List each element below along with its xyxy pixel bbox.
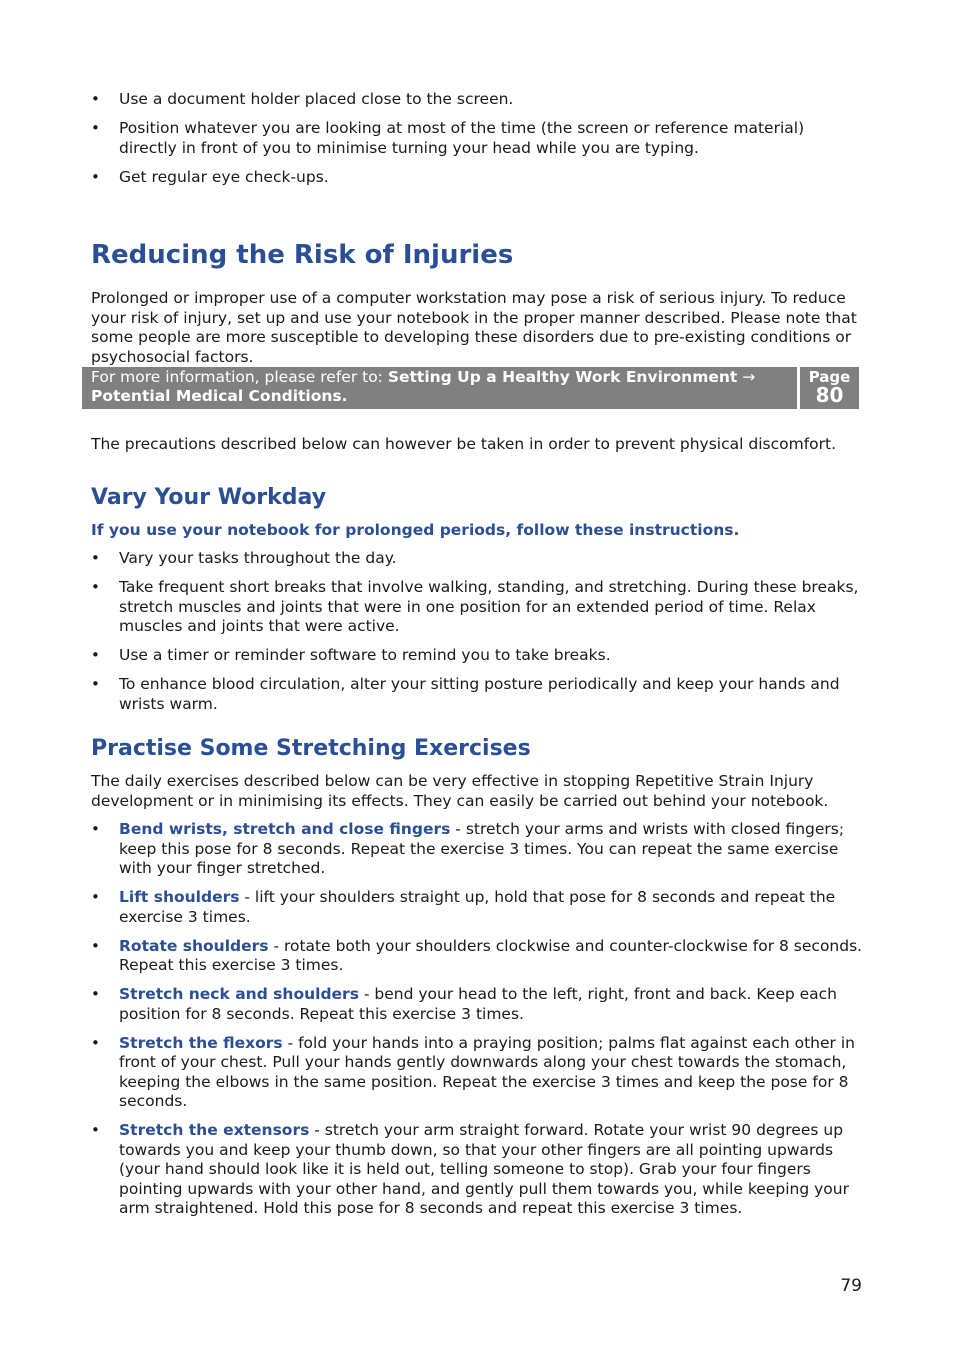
exercise-item xyxy=(91,1121,866,1219)
reference-link-part2[interactable]: Potential Medical Conditions. xyxy=(91,387,348,405)
exercise-text: - stretch your arms and wrists with closed fingers; keep this pose for 8 seconds. Repeat the exercise 3 times. You can repeat the same exercise with your finger stretched. xyxy=(119,820,845,877)
section-title-reducing-risk: Reducing the Risk of Injuries xyxy=(91,240,514,270)
exercise-item xyxy=(91,820,866,879)
exercise-text: - rotate both your shoulders clockwise and counter-clockwise for 8 seconds. Repeat this exercise 3 times. xyxy=(119,936,863,974)
workday-bullet-list xyxy=(91,549,866,714)
exercise-name: Lift shoulders xyxy=(119,888,240,906)
page-content xyxy=(91,90,866,1228)
reference-page-box[interactable] xyxy=(800,367,859,409)
list-item: • Vary your tasks throughout the day. xyxy=(91,549,866,569)
exercise-name: Stretch the extensors xyxy=(119,1121,310,1139)
exercise-item xyxy=(91,888,866,927)
list-item: • Take frequent short breaks that involve walking, standing, and stretching. During these breaks, stretch muscles and joints that were in one position for an extended period of time. Relax muscles and joints that were active. xyxy=(91,578,866,637)
list-item: • Position whatever you are looking at most of the time (the screen or reference material) directly in front of you to minimise turning your head while you are typing. xyxy=(91,119,866,158)
list-item: • To enhance blood circulation, alter your sitting posture periodically and keep your hands and wrists warm. xyxy=(91,675,866,714)
instruction-text: If you use your notebook for prolonged periods, follow these instructions. xyxy=(91,520,740,539)
list-item: • Use a timer or reminder software to remind you to take breaks. xyxy=(91,646,866,666)
exercise-item xyxy=(91,985,866,1024)
reference-box xyxy=(82,367,859,409)
reference-link-part1[interactable]: Setting Up a Healthy Work Environment xyxy=(387,368,738,386)
exercise-name: Stretch the flexors xyxy=(119,1033,283,1052)
reference-page-number: 80 xyxy=(815,383,844,407)
exercise-name: Bend wrists, stretch and close fingers xyxy=(119,820,451,838)
stretching-paragraph: The daily exercises described below can be very effective in stopping Repetitive Strain Injury development or in minimising its effects. They can easily be carried out behind your notebook. xyxy=(91,772,829,810)
exercise-item xyxy=(91,1034,866,1112)
exercise-text: - stretch your arm straight forward. Rotate your wrist 90 degrees up towards you and keep your thumb down, so that your other fingers are all pointing upwards (your hand should look like it is held out, telling someone to stop). Grab your four fingers pointing upwards with your other hand, and gently pull them towards you, while keeping your arm straightened. Hold this pose for 8 seconds and repeat this exercise 3 times. xyxy=(119,1121,849,1217)
page-number: 79 xyxy=(840,1276,862,1296)
reference-text xyxy=(82,367,797,409)
arrow-icon: → xyxy=(737,368,756,386)
list-item: • Use a document holder placed close to the screen. xyxy=(91,90,866,110)
section-paragraph: Prolonged or improper use of a computer workstation may pose a risk of serious injury. To reduce your risk of injury, set up and use your notebook in the proper manner described. Please note that some people are more susceptible to developing these disorders due to pre-existing conditions or psychosocial factors. xyxy=(91,289,857,366)
reference-prefix: For more information, please refer to: xyxy=(91,368,388,386)
exercise-bullet-list xyxy=(91,820,866,1219)
exercise-name: Stretch neck and shoulders xyxy=(119,985,359,1003)
precautions-paragraph: The precautions described below can however be taken in order to prevent physical discomfort. xyxy=(91,435,837,453)
list-item: • Get regular eye check-ups. xyxy=(91,168,866,188)
section-title-stretching: Practise Some Stretching Exercises xyxy=(91,736,531,761)
intro-bullet-list xyxy=(91,90,866,187)
exercise-name: Rotate shoulders xyxy=(119,936,269,955)
exercise-text: - bend your head to the left, right, front and back. Keep each position for 8 seconds. Repeat this exercise 3 times. xyxy=(119,985,838,1023)
reference-page-label: Page xyxy=(808,368,851,386)
exercise-text: - fold your hands into a praying position; palms flat against each other in front of your chest. Pull your hands gently downwards along your chest towards the stomach, keeping the elbows in the same position. Repeat the exercise 3 times and keep the pose for 8 seconds. xyxy=(119,1033,855,1110)
section-title-vary-workday: Vary Your Workday xyxy=(91,484,327,510)
exercise-item xyxy=(91,937,866,976)
exercise-text: - lift your shoulders straight up, hold that pose for 8 seconds and repeat the exercise 3 times. xyxy=(119,888,836,926)
